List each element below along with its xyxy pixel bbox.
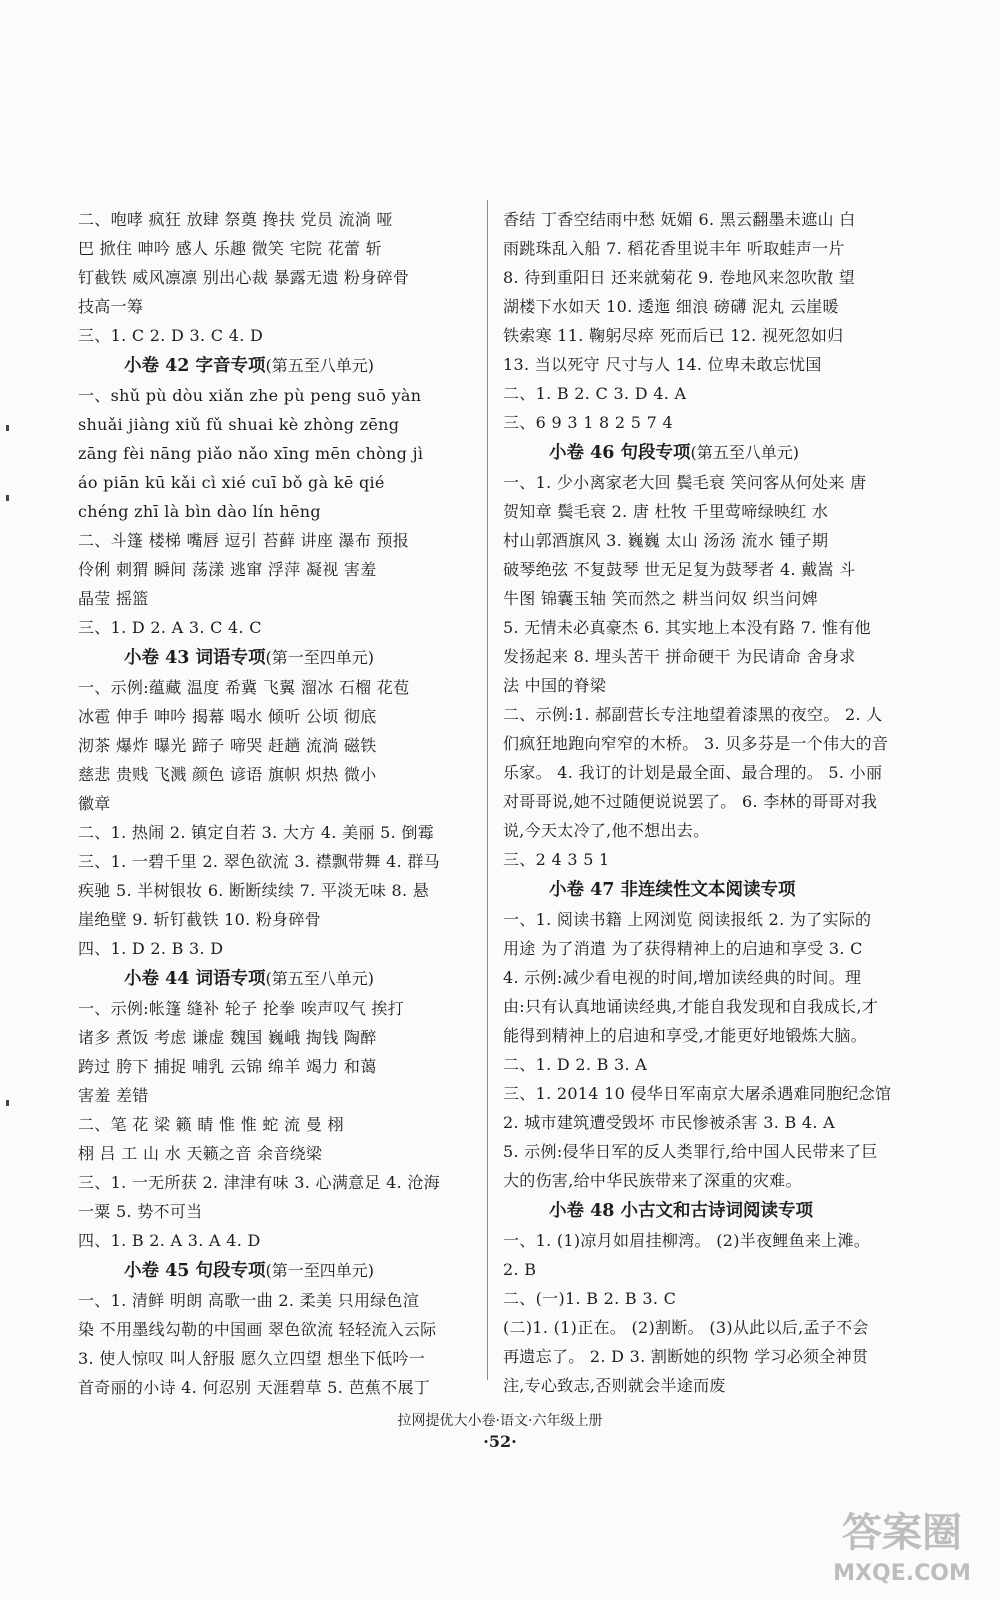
watermark-top-text: 答案圈 <box>842 1510 962 1556</box>
answer-line: 二、1. 热闹 2. 镇定自若 3. 大方 4. 美丽 5. 倒霉 <box>78 823 435 842</box>
answer-line: 对哥哥说,她不过随便说说罢了。 6. 李林的哥哥对我 <box>503 792 878 811</box>
section-heading-title: 小卷 44 词语专项 <box>124 969 266 989</box>
answer-line: 说,今天太冷了,他不想出去。 <box>503 821 710 840</box>
left-answer-column <box>78 205 476 1402</box>
section-heading <box>78 350 476 381</box>
answer-line: 2. 城市建筑遭受毁坏 市民惨被杀害 3. B 4. A <box>503 1113 836 1132</box>
scan-edge-mark <box>6 495 9 501</box>
section-heading <box>78 642 476 673</box>
answer-line: 3. 使人惊叹 叫人舒服 愿久立四望 想坐下低吟一 <box>78 1349 426 1368</box>
answer-line: 法 中国的脊梁 <box>503 676 607 695</box>
answer-line: chéng zhī là bìn dào lín hēng <box>78 502 321 521</box>
answer-line: 2. B <box>503 1260 537 1279</box>
answer-line: 徽章 <box>78 794 111 813</box>
answer-line: 跨过 胯下 捕捉 哺乳 云锦 绵羊 竭力 和蔼 <box>78 1057 377 1076</box>
answer-line: 冰雹 伸手 呻吟 揭幕 喝水 倾听 公顷 彻底 <box>78 707 377 726</box>
answer-line: 巴 掀住 呻吟 感人 乐趣 微笑 宅院 花蕾 斩 <box>78 239 382 258</box>
answer-line: 4. 示例:减少看电视的时间,增加读经典的时间。理 <box>503 968 862 987</box>
section-heading-title: 小卷 48 小古文和古诗词阅读专项 <box>549 1201 814 1221</box>
answer-line: 沏茶 爆炸 曝光 蹄子 啼哭 赶趟 流淌 磁铁 <box>78 736 377 755</box>
page-number: ·52· <box>483 1432 517 1451</box>
section-heading <box>503 1195 903 1226</box>
answer-line: 发扬起来 8. 埋头苦干 拼命硬干 为民请命 舍身求 <box>503 647 856 666</box>
answer-line: shuǎi jiàng xiǔ fǔ shuai kè zhòng zēng <box>78 415 400 434</box>
section-heading-scope: (第五至八单元) <box>265 356 375 375</box>
answer-line: 乐家。 4. 我订的计划是最全面、最合理的。 5. 小丽 <box>503 763 883 782</box>
section-heading-title: 小卷 42 字音专项 <box>124 356 266 376</box>
answer-line: 三、1. 一碧千里 2. 翠色欲流 3. 襟飘带舞 4. 群马 <box>78 852 440 871</box>
answer-line: 湖楼下水如天 10. 逶迤 细浪 磅礴 泥丸 云崖暖 <box>503 297 839 316</box>
section-heading-title: 小卷 46 句段专项 <box>549 443 691 463</box>
scan-edge-mark <box>6 425 9 431</box>
answer-line: 技高一筹 <box>78 297 144 316</box>
answer-line: (二)1. (1)正在。 (2)割断。 (3)从此以后,孟子不会 <box>503 1318 869 1337</box>
answer-line: 5. 无情未必真豪杰 6. 其实地上本没有路 7. 惟有他 <box>503 618 871 637</box>
answer-line: 二、示例:1. 郝副营长专注地望着漆黑的夜空。 2. 人 <box>503 705 883 724</box>
answer-line: 破琴绝弦 不复鼓琴 世无足复为鼓琴者 4. 戴嵩 斗 <box>503 560 856 579</box>
answer-line: 诸多 煮饭 考虑 谦虚 魏国 巍峨 掏钱 陶醉 <box>78 1028 377 1047</box>
answer-line: 二、1. D 2. B 3. A <box>503 1055 648 1074</box>
answer-line: 三、1. 2014 10 侵华日军南京大屠杀遇难同胞纪念馆 <box>503 1084 892 1103</box>
answer-line: 二、(一)1. B 2. B 3. C <box>503 1289 677 1308</box>
section-heading-scope: (第五至八单元) <box>265 969 375 988</box>
answer-line: 雨跳珠乱入船 7. 稻花香里说丰年 听取蛙声一片 <box>503 239 845 258</box>
answer-line: 再遗忘了。 2. D 3. 割断她的织物 学习必须全神贯 <box>503 1347 869 1366</box>
answer-line: 5. 示例:侵华日军的反人类罪行,给中国人民带来了巨 <box>503 1142 878 1161</box>
section-heading-scope: (第一至四单元) <box>265 1261 375 1280</box>
scan-edge-mark <box>6 1100 9 1106</box>
answer-line: 慈悲 贵贱 飞溅 颜色 谚语 旗帜 炽热 微小 <box>78 765 377 784</box>
answer-line: 四、1. D 2. B 3. D <box>78 939 224 958</box>
section-heading <box>78 963 476 994</box>
answer-line: 二、斗篷 楼梯 嘴唇 逗引 苔藓 讲座 瀑布 预报 <box>78 531 410 550</box>
answer-line: 四、1. B 2. A 3. A 4. D <box>78 1231 261 1250</box>
answer-line: 二、咆哮 疯狂 放肆 祭奠 搀扶 党员 流淌 哑 <box>78 210 393 229</box>
answer-line: 村山郭酒旗风 3. 巍巍 太山 汤汤 流水 锺子期 <box>503 531 829 550</box>
answer-line: 一、1. 少小离家老大回 鬓毛衰 笑问客从何处来 唐 <box>503 473 867 492</box>
answer-line: 们疯狂地跑向窄窄的木桥。 3. 贝多芬是一个伟大的音 <box>503 734 889 753</box>
answer-line: 栩 吕 工 山 水 天籁之音 余音绕梁 <box>78 1144 323 1163</box>
section-heading <box>503 437 903 468</box>
answer-line: 注,专心致志,否则就会半途而废 <box>503 1376 726 1395</box>
answer-line: 三、6 9 3 1 8 2 5 7 4 <box>503 413 674 432</box>
section-heading <box>78 1255 476 1286</box>
answer-line: 一、示例:帐篷 缝补 轮子 抡拳 唉声叹气 挨打 <box>78 999 405 1018</box>
answer-line: 大的伤害,给中华民族带来了深重的灾难。 <box>503 1171 802 1190</box>
answer-line: 一、1. 清鲜 明朗 高歌一曲 2. 柔美 只用绿色渲 <box>78 1291 420 1310</box>
answer-line: 由:只有认真地诵读经典,才能自我发现和自我成长,才 <box>503 997 879 1016</box>
answer-line: 染 不用墨线勾勒的中国画 翠色欲流 轻轻流入云际 <box>78 1320 437 1339</box>
answer-line: 伶俐 刺猬 瞬间 荡漾 逃窜 浮萍 凝视 害羞 <box>78 560 377 579</box>
answer-line: 首奇丽的小诗 4. 何忍别 天涯碧草 5. 芭蕉不展丁 <box>78 1378 431 1397</box>
answer-line: 三、1. C 2. D 3. C 4. D <box>78 326 264 345</box>
answer-line: 晶莹 摇篮 <box>78 589 149 608</box>
answer-line: 钉截铁 威风凛凛 别出心裁 暴露无遗 粉身碎骨 <box>78 268 410 287</box>
answer-line: 一粟 5. 势不可当 <box>78 1202 203 1221</box>
answer-line: 用途 为了消遣 为了获得精神上的启迪和享受 3. C <box>503 939 863 958</box>
answer-line: 能得到精神上的启迪和享受,才能更好地锻炼大脑。 <box>503 1026 867 1045</box>
answer-line: 三、1. 一无所获 2. 津津有味 3. 心满意足 4. 沧海 <box>78 1173 440 1192</box>
answer-line: áo piān kū kǎi cì xié cuī bǒ gà kē qié <box>78 473 385 492</box>
column-divider <box>487 200 488 1380</box>
answer-line: 一、1. (1)凉月如眉挂柳湾。 (2)半夜鲤鱼来上滩。 <box>503 1231 871 1250</box>
watermark-logo <box>818 1498 986 1588</box>
answer-line: 牛图 锦囊玉轴 笑而然之 耕当问奴 织当问婢 <box>503 589 818 608</box>
section-heading-scope: (第五至八单元) <box>690 443 800 462</box>
footer-book-title: 拉网提优大小卷·语文·六年级上册 <box>397 1413 603 1429</box>
answer-line: 害羞 差错 <box>78 1086 149 1105</box>
section-heading-title: 小卷 43 词语专项 <box>124 648 266 668</box>
answer-line: 三、1. D 2. A 3. C 4. C <box>78 618 262 637</box>
answer-line: 崖绝壁 9. 斩钉截铁 10. 粉身碎骨 <box>78 910 322 929</box>
answer-line: 二、1. B 2. C 3. D 4. A <box>503 384 687 403</box>
answer-line: 二、笔 花 梁 籁 睛 惟 惟 蛇 流 曼 栩 <box>78 1115 344 1134</box>
right-answer-column <box>503 205 903 1400</box>
watermark-bottom-text: MXQE.COM <box>833 1561 971 1586</box>
answer-line: 三、2 4 3 5 1 <box>503 850 610 869</box>
answer-line: 8. 待到重阳日 还来就菊花 9. 卷地风来忽吹散 望 <box>503 268 856 287</box>
answer-line: zāng fèi nāng piǎo nǎo xīng mēn chòng jì <box>78 444 424 463</box>
section-heading-scope: (第一至四单元) <box>265 648 375 667</box>
answer-line: 贺知章 鬓毛衰 2. 唐 杜牧 千里莺啼绿映红 水 <box>503 502 829 521</box>
answer-line: 一、示例:蕴藏 温度 希冀 飞翼 溜冰 石榴 花苞 <box>78 678 410 697</box>
answer-line: 香结 丁香空结雨中愁 妩媚 6. 黑云翻墨未遮山 白 <box>503 210 856 229</box>
answer-line: 13. 当以死守 尺寸与人 14. 位卑未敢忘忧国 <box>503 355 822 374</box>
answer-line: 铁索寒 11. 鞠躬尽瘁 死而后已 12. 视死忽如归 <box>503 326 844 345</box>
section-heading-title: 小卷 45 句段专项 <box>124 1261 266 1281</box>
answer-line: 疾驰 5. 半树银妆 6. 断断续续 7. 平淡无味 8. 悬 <box>78 881 430 900</box>
answer-line: 一、shǔ pù dòu xiǎn zhe pù peng suō yàn <box>78 386 422 405</box>
section-heading-title: 小卷 47 非连续性文本阅读专项 <box>549 880 796 900</box>
section-heading <box>503 874 903 905</box>
answer-line: 一、1. 阅读书籍 上网浏览 阅读报纸 2. 为了实际的 <box>503 910 872 929</box>
